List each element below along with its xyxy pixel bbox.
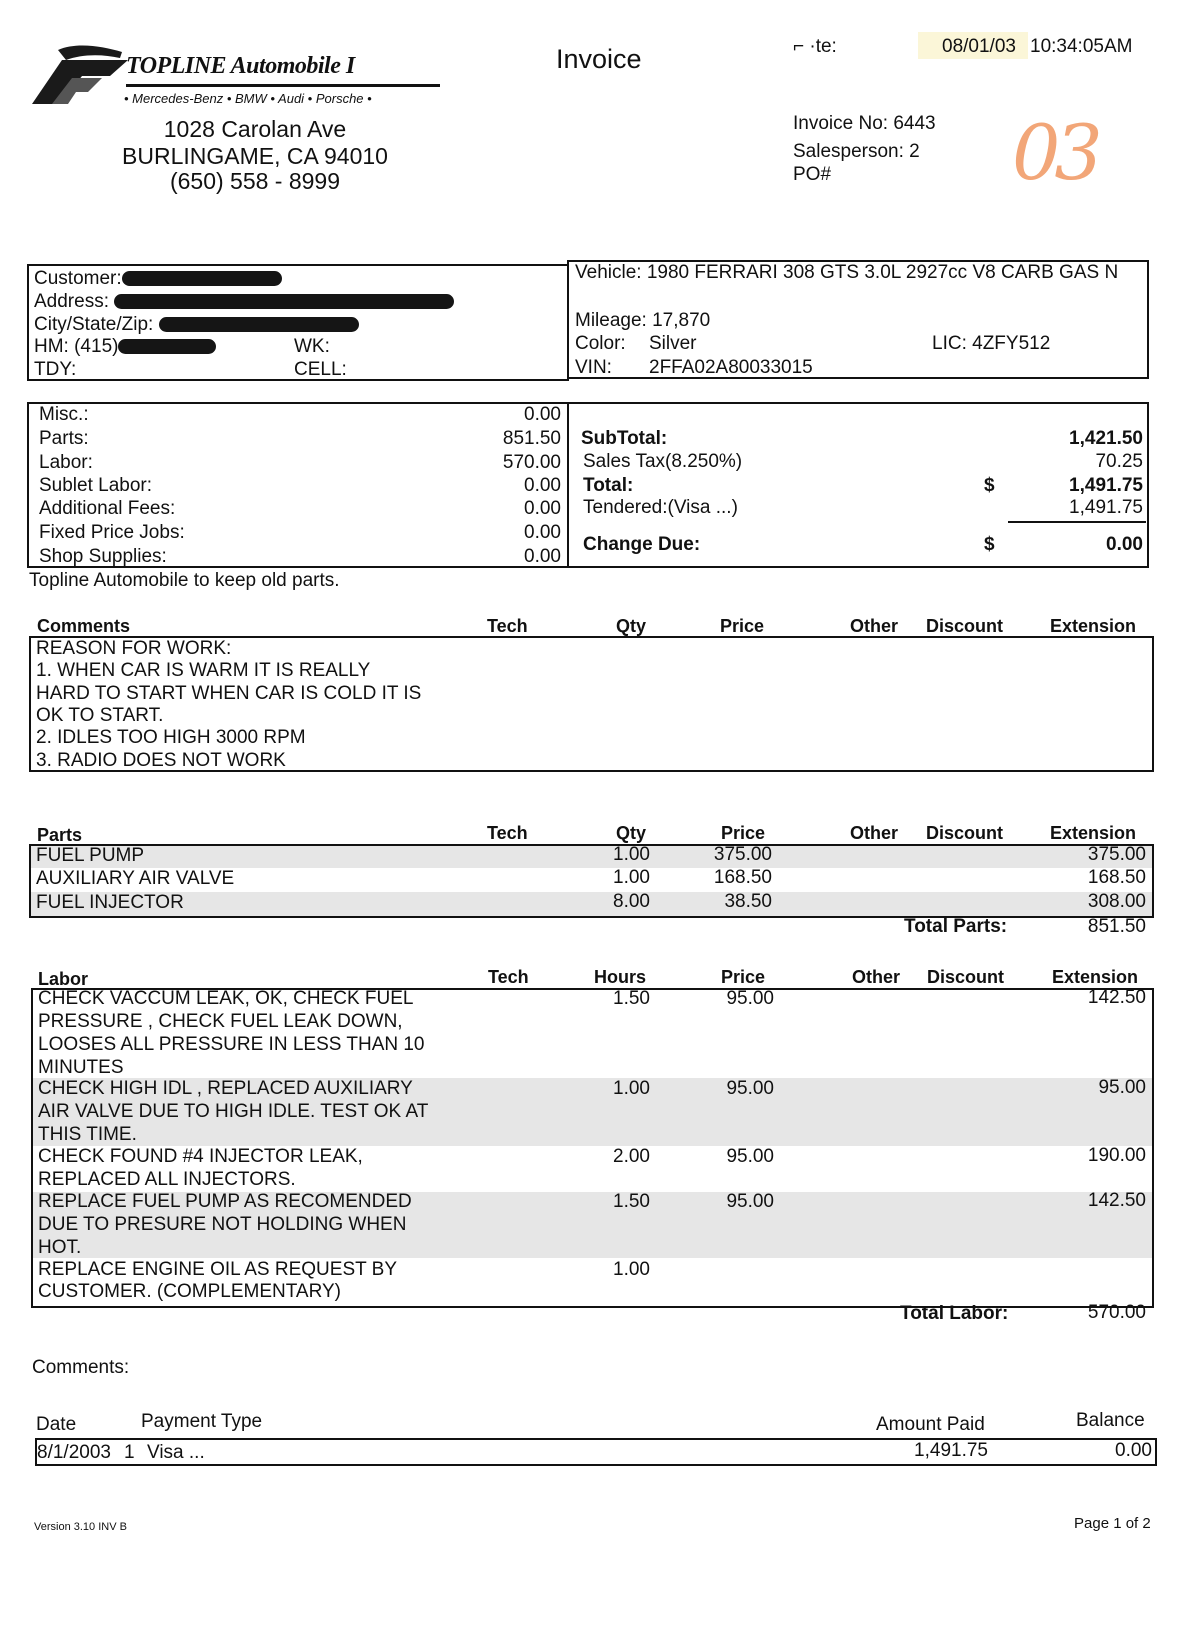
comments-header-title: Comments <box>37 616 131 636</box>
balance-header: Balance <box>1076 1410 1145 1431</box>
tendered-value: 1,491.75 <box>1069 497 1143 518</box>
tendered-rule <box>1008 521 1146 523</box>
tendered-label: Tendered:(Visa ...) <box>583 497 738 518</box>
comment-line: 1. WHEN CAR IS WARM IT IS REALLY <box>36 660 371 681</box>
labor-hours: 1.00 <box>613 1078 650 1099</box>
charge-value-labor: 570.00 <box>502 452 561 473</box>
total-currency: $ <box>984 475 995 496</box>
comments-label: Comments: <box>32 1357 130 1378</box>
city-label: City/State/Zip: <box>34 314 359 336</box>
logo-underline <box>126 84 440 87</box>
total-parts-value: 851.50 <box>1087 916 1146 937</box>
part-qty: 1.00 <box>613 867 650 888</box>
part-qty: 1.00 <box>613 844 650 865</box>
shop-phone: (650) 558 - 8999 <box>169 168 341 194</box>
labor-hours: 1.00 <box>613 1259 650 1280</box>
labor-extension: 95.00 <box>1098 1077 1146 1098</box>
charge-label-labor: Labor: <box>39 452 93 473</box>
shop-logo-name: TOPLINE Automobile I <box>126 53 355 79</box>
labor-price: 95.00 <box>726 1146 774 1167</box>
vehicle-vin: 2FFA02A80033015 <box>649 357 813 378</box>
change-due-currency: $ <box>984 534 995 555</box>
labor-description-line: CHECK FOUND #4 INJECTOR LEAK, <box>38 1146 363 1167</box>
total-parts-label: Total Parts: <box>904 916 1008 937</box>
parts-header-tech: Tech <box>487 823 528 843</box>
parts-header-discount: Discount <box>926 823 1004 843</box>
labor-header-tech: Tech <box>488 967 529 987</box>
labor-description-line: MINUTES <box>38 1057 124 1078</box>
labor-extension: 142.50 <box>1087 987 1146 1008</box>
part-qty: 8.00 <box>613 891 650 912</box>
page-number: Page 1 of 2 <box>1074 1515 1151 1532</box>
comment-line: 3. RADIO DOES NOT WORK <box>36 750 286 771</box>
customer-label: Customer: <box>34 268 282 290</box>
labor-hours: 1.50 <box>613 988 650 1009</box>
charge-value-misc: 0.00 <box>524 404 561 425</box>
redacted-phone <box>118 339 216 354</box>
tdy-label: TDY: <box>34 359 77 380</box>
address-label: Address: <box>34 291 454 313</box>
vehicle-color: Silver <box>649 333 697 354</box>
invoice-number: Invoice No: 6443 <box>793 113 936 134</box>
handwritten-note: 03 <box>1012 108 1097 197</box>
charge-value-fixed: 0.00 <box>524 522 561 543</box>
comment-line: HARD TO START WHEN CAR IS COLD IT IS <box>36 683 422 704</box>
labor-price: 95.00 <box>726 1191 774 1212</box>
payment-date-header: Date <box>36 1414 77 1435</box>
part-price: 375.00 <box>713 844 772 865</box>
labor-description-line: CHECK VACCUM LEAK, OK, CHECK FUEL <box>38 988 414 1009</box>
labor-price: 95.00 <box>726 988 774 1009</box>
shop-logo-brands: • Mercedes-Benz • BMW • Audi • Porsche • <box>124 91 372 106</box>
redacted-city <box>159 317 359 332</box>
part-name: AUXILIARY AIR VALVE <box>36 868 235 889</box>
part-price: 38.50 <box>724 891 772 912</box>
comments-header-price: Price <box>720 616 765 636</box>
total-labor-label: Total Labor: <box>900 1303 1009 1324</box>
labor-header-extension: Extension <box>1052 967 1139 987</box>
balance-value: 0.00 <box>1115 1440 1152 1461</box>
labor-hours: 1.50 <box>613 1191 650 1212</box>
part-name: FUEL PUMP <box>36 845 145 866</box>
total-value: 1,491.75 <box>1069 475 1143 496</box>
charge-label-fees: Additional Fees: <box>39 498 176 519</box>
comments-header-qty: Qty <box>616 616 647 636</box>
cell-label: CELL: <box>294 359 347 380</box>
vehicle-vin-label: VIN: <box>575 357 612 378</box>
charge-label-misc: Misc.: <box>39 404 89 425</box>
charge-value-sublet: 0.00 <box>524 475 561 496</box>
subtotal-label: SubTotal: <box>581 428 668 449</box>
redacted-name <box>122 271 282 286</box>
charge-label-supplies: Shop Supplies: <box>39 546 167 567</box>
comments-header-extension: Extension <box>1050 616 1137 636</box>
charge-label-fixed: Fixed Price Jobs: <box>39 522 185 543</box>
comment-line: 2. IDLES TOO HIGH 3000 RPM <box>36 727 306 748</box>
parts-header-qty: Qty <box>616 823 647 843</box>
work-phone-label: WK: <box>294 336 330 357</box>
invoice-time: 10:34:05AM <box>1030 36 1133 57</box>
redacted-address <box>114 294 454 309</box>
comment-line: OK TO START. <box>36 705 164 726</box>
labor-extension: 142.50 <box>1087 1190 1146 1211</box>
labor-description-line: HOT. <box>38 1237 82 1258</box>
labor-description-line: REPLACE ENGINE OIL AS REQUEST BY <box>38 1259 398 1280</box>
subtotal-value: 1,421.50 <box>1069 428 1143 449</box>
labor-header-hours: Hours <box>594 967 647 987</box>
change-due-value: 0.00 <box>1106 534 1143 555</box>
payment-number: 1 <box>124 1442 135 1463</box>
labor-description-line: LOOSES ALL PRESSURE IN LESS THAN 10 <box>38 1034 425 1055</box>
change-due-label: Change Due: <box>583 534 701 555</box>
payment-date: 8/1/2003 <box>37 1442 111 1463</box>
part-extension: 375.00 <box>1087 844 1146 865</box>
comments-header-discount: Discount <box>926 616 1004 636</box>
charge-value-parts: 851.50 <box>502 428 561 449</box>
charge-value-fees: 0.00 <box>524 498 561 519</box>
labor-description-line: CUSTOMER. (COMPLEMENTARY) <box>38 1281 341 1302</box>
amount-paid-header: Amount Paid <box>876 1414 985 1435</box>
charge-label-parts: Parts: <box>39 428 89 449</box>
labor-description-line: DUE TO PRESURE NOT HOLDING WHEN <box>38 1214 407 1235</box>
part-price: 168.50 <box>713 867 772 888</box>
topline-swoosh-icon <box>32 42 132 108</box>
payment-type: Visa ... <box>147 1442 205 1463</box>
labor-description-line: REPLACE FUEL PUMP AS RECOMENDED <box>38 1191 412 1212</box>
salesperson: Salesperson: 2 <box>793 141 920 162</box>
labor-description-line: CHECK HIGH IDL , REPLACED AUXILIARY <box>38 1078 413 1099</box>
invoice-date: 08/01/03 <box>942 36 1016 57</box>
vehicle-license: LIC: 4ZFY512 <box>932 333 1051 354</box>
vehicle-mileage: Mileage: 17,870 <box>575 310 711 331</box>
software-version: Version 3.10 INV B <box>34 1521 127 1533</box>
amount-paid: 1,491.75 <box>914 1440 988 1461</box>
vehicle-color-label: Color: <box>575 333 626 354</box>
labor-header-price: Price <box>721 967 766 987</box>
labor-hours: 2.00 <box>613 1146 650 1167</box>
charge-label-sublet: Sublet Labor: <box>39 475 153 496</box>
home-phone-label: HM: (415) <box>34 336 216 358</box>
shop-address-line1: 1028 Carolan Ave <box>163 116 347 142</box>
labor-header-discount: Discount <box>927 967 1005 987</box>
part-extension: 308.00 <box>1087 891 1146 912</box>
total-labor-value: 570.00 <box>1087 1302 1146 1323</box>
shop-address-line2: BURLINGAME, CA 94010 <box>122 143 388 169</box>
part-extension: 168.50 <box>1087 867 1146 888</box>
labor-header-title: Labor <box>38 969 89 989</box>
comments-header-tech: Tech <box>487 616 528 636</box>
shop-logo <box>32 42 440 108</box>
part-name: FUEL INJECTOR <box>36 892 184 913</box>
labor-description-line: AIR VALVE DUE TO HIGH IDLE. TEST OK AT <box>38 1101 429 1122</box>
parts-header-title: Parts <box>37 825 83 845</box>
po-number: PO# <box>793 164 832 185</box>
labor-description-line: REPLACED ALL INJECTORS. <box>38 1169 296 1190</box>
total-label: Total: <box>583 475 634 496</box>
parts-header-extension: Extension <box>1050 823 1137 843</box>
vehicle-description: Vehicle: 1980 FERRARI 308 GTS 3.0L 2927cc V8 CARB GAS N <box>575 262 1119 283</box>
parts-header-other: Other <box>850 823 899 843</box>
labor-header-other: Other <box>852 967 901 987</box>
comment-line: REASON FOR WORK: <box>36 638 232 659</box>
payment-type-header: Payment Type <box>141 1411 263 1432</box>
labor-price: 95.00 <box>726 1078 774 1099</box>
comments-header-other: Other <box>850 616 899 636</box>
tax-value: 70.25 <box>1095 451 1143 472</box>
keep-parts-note: Topline Automobile to keep old parts. <box>29 570 340 591</box>
labor-description-line: THIS TIME. <box>38 1124 137 1145</box>
labor-description-line: PRESSURE , CHECK FUEL LEAK DOWN, <box>38 1011 403 1032</box>
labor-extension: 190.00 <box>1087 1145 1146 1166</box>
date-label: ⌐ ·te: <box>793 36 837 57</box>
parts-header-price: Price <box>721 823 766 843</box>
document-title: Invoice <box>556 44 642 74</box>
charge-value-supplies: 0.00 <box>524 546 561 567</box>
tax-label: Sales Tax(8.250%) <box>583 451 743 472</box>
